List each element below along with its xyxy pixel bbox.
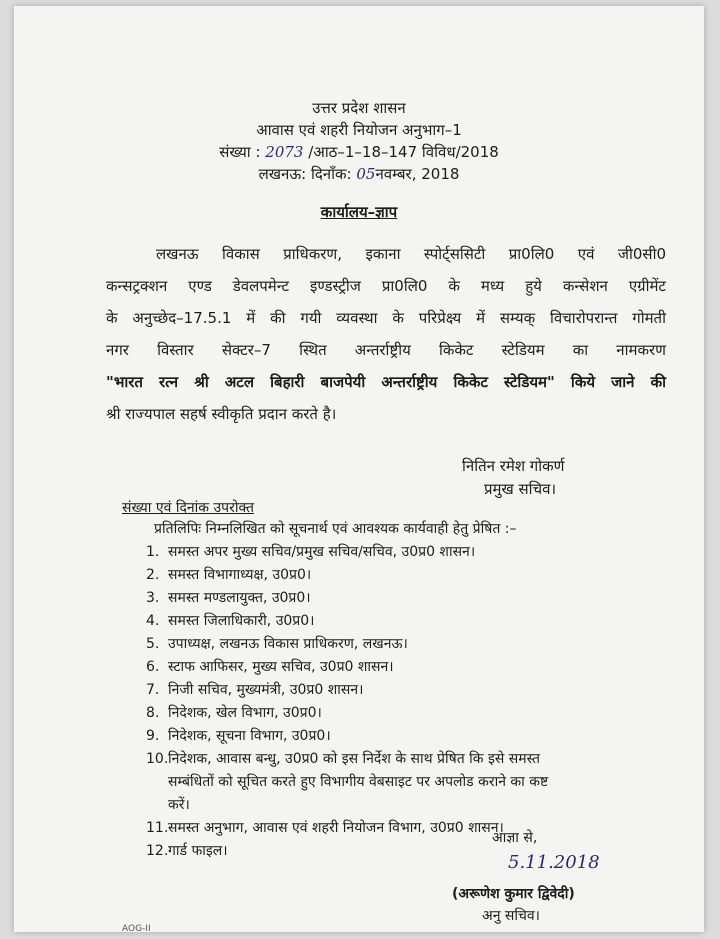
list-item-continuation: सम्बंधितों को सूचित करते हुए विभागीय वेबसाइट पर अपलोड कराने का कष्ट: [168, 774, 549, 790]
copy-intro: प्रतिलिपिः निम्नलिखित को सूचनार्थ एवं आवश्यक कार्यवाही हेतु प्रेषित :–: [154, 521, 517, 537]
list-item: 9. निदेशक, सूचना विभाग, उ0प्र0।: [146, 728, 331, 744]
document-title: कार्यालय–ज्ञाप: [320, 203, 398, 221]
department-heading: आवास एवं शहरी नियोजन अनुभाग–1: [256, 121, 462, 139]
body-line: कन्सट्रक्शन एण्ड डेवलपमेन्ट इण्डस्ट्रीज प्रा0लि0 के मध्य हुये कन्सेशन एग्रीमेंट: [106, 277, 666, 295]
list-item: 3. समस्त मण्डलायुक्त, उ0प्र0।: [146, 590, 311, 606]
list-item: 11.समस्त अनुभाग, आवास एवं शहरी नियोजन विभाग, उ0प्र0 शासन।: [146, 820, 504, 836]
list-item: 6. स्टाफ आफिसर, मुख्य सचिव, उ0प्र0 शासन।: [146, 659, 394, 675]
body-line: के अनुच्छेद–17.5.1 में की गयी व्यवस्था के परिप्रेक्ष्य में सम्यक् विचारोपरान्त गोमती: [106, 309, 666, 327]
signatory-name: नितिन रमेश गोकर्ण: [462, 457, 565, 475]
body-line: नगर विस्तार सेक्टर–7 स्थित अन्तर्राष्ट्रीय किकेट स्टेडियम का नामकरण: [106, 341, 666, 359]
handwritten-date-day: 05: [356, 165, 376, 183]
list-item: 12.गार्ड फाइल।: [146, 843, 228, 859]
reference-number: संख्या : 2073 /आठ–1–18–147 विविध/2018: [219, 143, 499, 161]
copy-heading: संख्या एवं दिनांक उपरोक्त: [122, 500, 254, 516]
document-page: [14, 6, 704, 932]
by-order-text: आज्ञा से,: [492, 830, 538, 846]
list-item: 5. उपाध्यक्ष, लखनऊ विकास प्राधिकरण, लखनऊ।: [146, 636, 408, 652]
list-item: 8. निदेशक, खेल विभाग, उ0प्र0।: [146, 705, 322, 721]
handwritten-ref-number: 2073: [265, 143, 304, 161]
list-item: 10.निदेशक, आवास बन्धु, उ0प्र0 को इस निर्देश के साथ प्रेषित कि इसे समस्त: [146, 751, 541, 767]
signatory-designation: प्रमुख सचिव।: [484, 480, 557, 498]
document-date: लखनऊ: दिनॉंक: 05नवम्बर, 2018: [258, 165, 460, 183]
body-line: श्री राज्यपाल सहर्ष स्वीकृति प्रदान करते है।: [106, 405, 337, 423]
list-item: 7. निजी सचिव, मुख्यमंत्री, उ0प्र0 शासन।: [146, 682, 364, 698]
body-line: लखनऊ विकास प्राधिकरण, इकाना स्पोर्ट्ससिटी प्रा0लि0 एवं जी0सी0: [156, 245, 666, 263]
print-footer-mark: AOG-II: [122, 924, 151, 932]
list-item: 4. समस्त जिलाधिकारी, उ0प्र0।: [146, 613, 315, 629]
list-item: 1. समस्त अपर मुख्य सचिव/प्रमुख सचिव/सचिव, उ0प्र0 शासन।: [146, 544, 476, 560]
body-line: "भारत रत्न श्री अटल बिहारी बाजपेयी अन्तर्राष्ट्रीय किकेट स्टेडियम" किये जाने की: [106, 373, 666, 391]
officer-designation: अनु सचिव।: [482, 908, 540, 924]
officer-name: (अरूणेश कुमार द्विवेदी): [452, 886, 575, 902]
list-item-continuation: करें।: [168, 797, 190, 813]
handwritten-signature-date: 5.11.2018: [508, 852, 600, 873]
list-item: 2. समस्त विभागाध्यक्ष, उ0प्र0।: [146, 567, 312, 583]
govt-heading: उत्तर प्रदेश शासन: [312, 99, 406, 117]
